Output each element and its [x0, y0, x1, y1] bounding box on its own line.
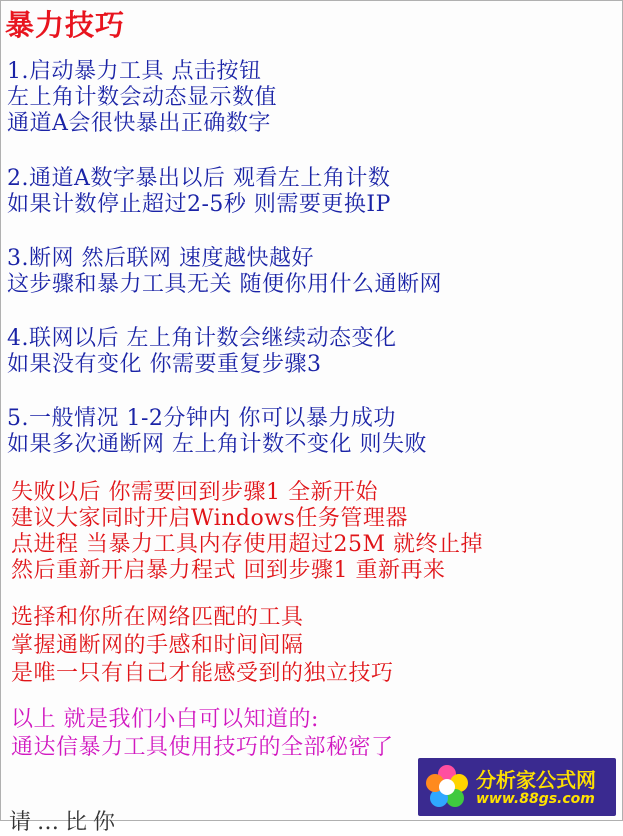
text-line: 通达信暴力工具使用技巧的全部秘密了 — [11, 735, 394, 760]
text-line: 建议大家同时开启Windows任务管理器 — [11, 506, 408, 531]
logo-site-name: 分析家公式网 — [476, 768, 596, 792]
text-line: 左上角计数会动态显示数值 — [7, 85, 278, 110]
text-line: 如果计数停止超过2-5秒 则需要更换IP — [7, 192, 391, 217]
cutoff-text-line: 请…比你 — [9, 810, 122, 835]
text-line: 失败以后 你需要回到步骤1 全新开始 — [11, 480, 378, 505]
text-line: 4.联网以后 左上角计数会继续动态变化 — [7, 326, 397, 351]
text-line: 以上 就是我们小白可以知道的: — [11, 707, 319, 732]
site-logo-badge — [418, 758, 616, 816]
text-line: 选择和你所在网络匹配的工具 — [11, 605, 304, 630]
text-line: 如果多次通断网 左上角计数不变化 则失败 — [7, 432, 427, 457]
text-line: 如果没有变化 你需要重复步骤3 — [7, 352, 322, 377]
text-line: 通道A会很快暴出正确数字 — [7, 111, 271, 136]
text-line: 这步骤和暴力工具无关 随便你用什么通断网 — [7, 272, 442, 297]
text-line: 2.通道A数字暴出以后 观看左上角计数 — [7, 166, 391, 191]
text-line: 掌握通断网的手感和时间间隔 — [11, 633, 304, 658]
flower-logo-icon — [424, 764, 470, 810]
text-line: 点进程 当暴力工具内存使用超过25M 就终止掉 — [11, 532, 484, 557]
text-line: 1.启动暴力工具 点击按钮 — [7, 59, 262, 84]
document-title: 暴力技巧 — [5, 8, 126, 42]
text-line: 是唯一只有自己才能感受到的独立技巧 — [11, 661, 394, 686]
text-line: 5.一般情况 1-2分钟内 你可以暴力成功 — [7, 406, 396, 431]
text-line: 3.断网 然后联网 速度越快越好 — [7, 246, 314, 271]
text-line: 然后重新开启暴力程式 回到步骤1 重新再来 — [11, 558, 446, 583]
logo-site-url: www.88gs.com — [476, 791, 595, 807]
